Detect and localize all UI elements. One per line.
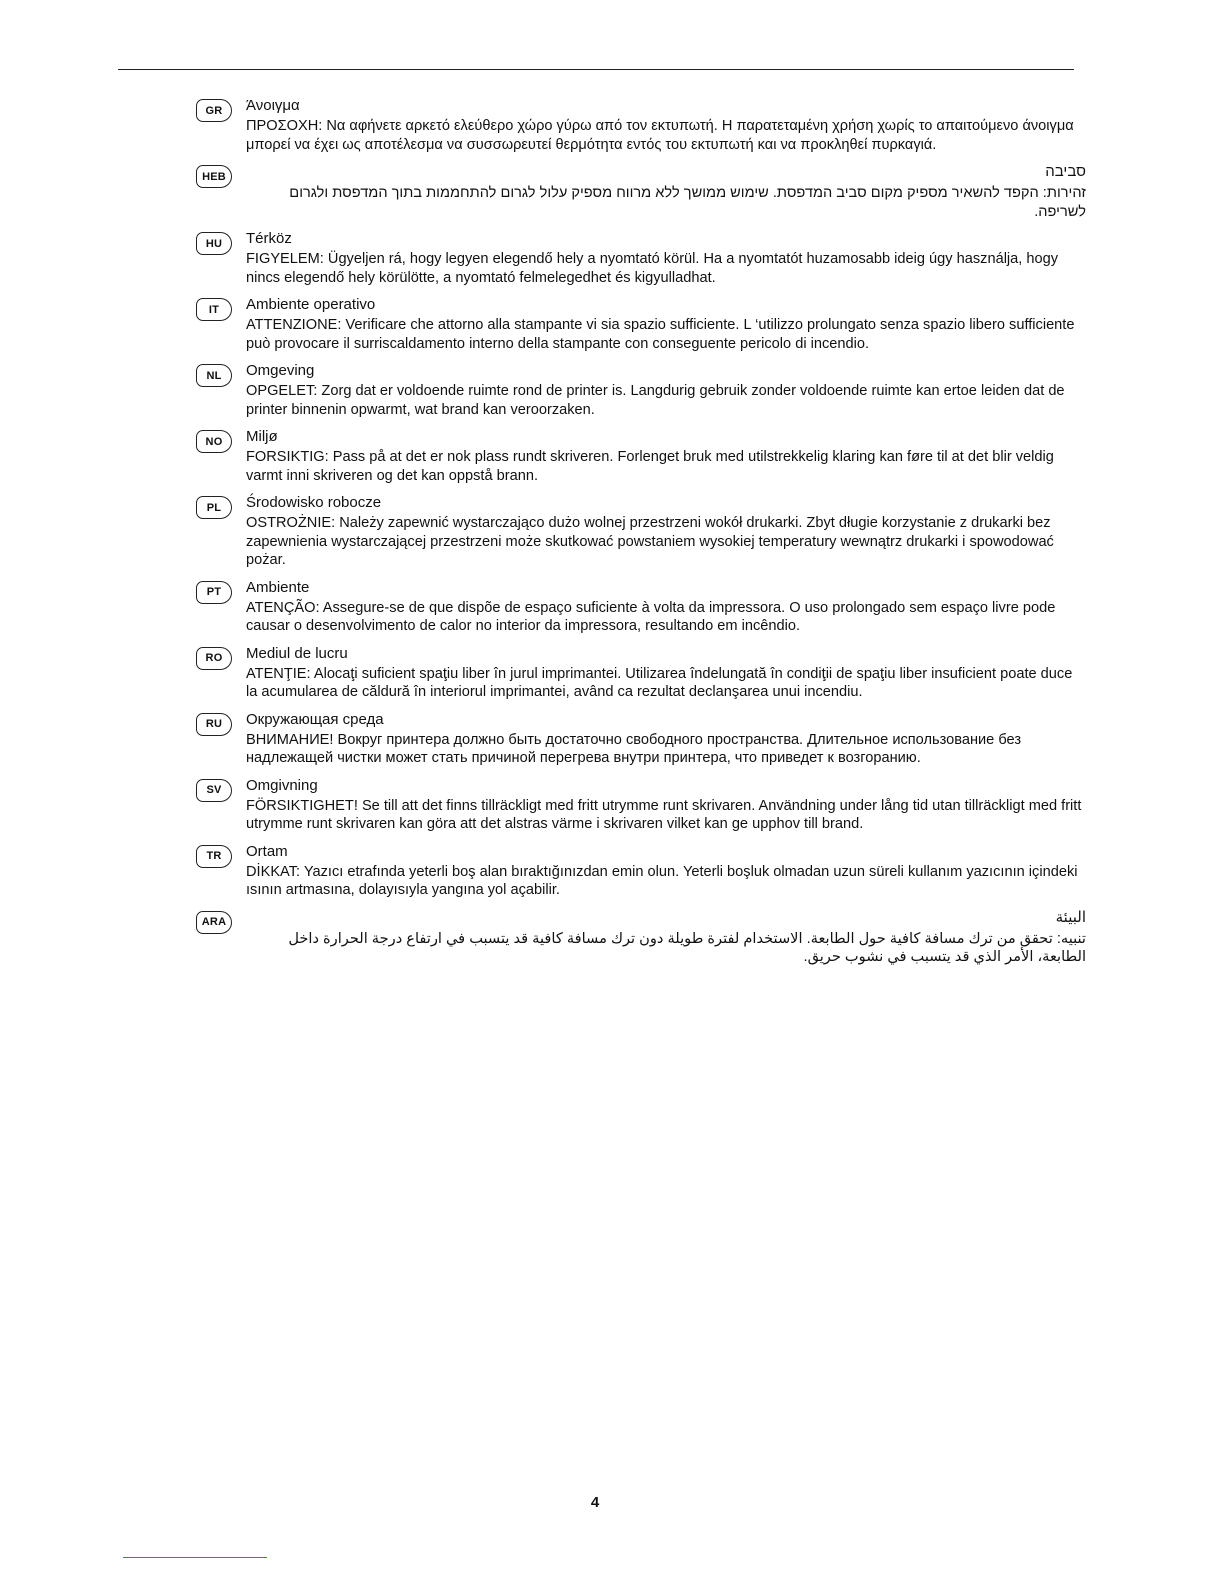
- language-badge-ara: ARA: [196, 911, 232, 934]
- entry-body: FÖRSIKTIGHET! Se till att det finns tillräckligt med fritt utrymme runt skrivaren. Användning under lång tid utan tillräckligt med fritt utrymme runt skrivaren kan göra att det alstras värme i skrivaren vilket kan ge upphov till brand.: [246, 797, 1082, 832]
- entry-no: [196, 427, 1086, 485]
- entry-heading: Άνοιγμα: [246, 97, 300, 114]
- entry-ro: [196, 644, 1086, 702]
- language-badge-pt: PT: [196, 581, 232, 604]
- language-badge-nl: NL: [196, 364, 232, 387]
- entry-body: ATENŢIE: Alocaţi suficient spaţiu liber în jurul imprimantei. Utilizarea îndelungată în condiţii de spaţiu liber insuficient poate duce la acumularea de căldură în interiorul imprimantei, având ca rezultat declanşarea unui incendiu.: [246, 665, 1073, 700]
- entry-gr: [196, 96, 1086, 154]
- entry-pl: [196, 493, 1086, 570]
- entry-heading: Mediul de lucru: [246, 644, 348, 662]
- language-badge-hu: HU: [196, 232, 232, 255]
- entry-hu: [196, 229, 1086, 287]
- language-badge-gr: GR: [196, 99, 232, 122]
- language-badge-heb: HEB: [196, 165, 232, 188]
- entry-heading: Omgeving: [246, 362, 315, 379]
- entry-body: זהירות: הקפד להשאיר מספיק מקום סביב המדפסת. שימוש ממושך ללא מרווח מספיק עלול לגרום להתחממות בתוך המדפסת ולגרום לשריפה.: [289, 185, 1086, 220]
- entry-body: FORSIKTIG: Pass på at det er nok plass rundt skriveren. Forlenget bruk med utilstrekkelig klaring kan føre til at det blir veldig varmt inni skriveren og det kan oppstå brann.: [246, 449, 1054, 484]
- footer-rule: [123, 1557, 267, 1558]
- entry-body: ВНИМАНИЕ! Вокруг принтера должно быть достаточно свободного пространства. Длительное использование без надлежащей чистки может стать причиной перегрева внутри принтера, что приведет к возгоранию.: [246, 731, 1022, 766]
- page-number: 4: [590, 1494, 600, 1511]
- entry-heading: Środowisko robocze: [246, 494, 382, 511]
- language-badge-no: NO: [196, 430, 232, 453]
- language-badge-ru: RU: [196, 713, 232, 736]
- language-badge-sv: SV: [196, 779, 232, 802]
- warning-list: [196, 96, 1086, 975]
- entry-heading: סביבה: [1045, 163, 1086, 180]
- entry-heading: Окружающая среда: [246, 710, 384, 728]
- entry-body: ATENÇÃO: Assegure-se de que dispõe de espaço suficiente à volta da impressora. O uso prolongado sem espaço livre pode causar o desenvolvimento de calor no interior da impressora, resultando em incêndio.: [246, 599, 1056, 634]
- entry-nl: [196, 361, 1086, 419]
- entry-heading: Omgivning: [246, 776, 318, 794]
- entry-sv: [196, 776, 1086, 834]
- entry-heading: البيئة: [1055, 908, 1086, 926]
- entry-heading: Térköz: [246, 230, 292, 247]
- entry-it: [196, 295, 1086, 353]
- entry-heading: Ortam: [246, 842, 288, 860]
- entry-tr: [196, 842, 1086, 900]
- entry-heading: Ambiente: [246, 578, 310, 596]
- top-rule: [118, 69, 1074, 70]
- entry-ru: [196, 710, 1086, 768]
- entry-body: ATTENZIONE: Verificare che attorno alla stampante vi sia spazio sufficiente. L ‘utilizzo prolungato senza spazio libero sufficiente può provocare il surriscaldamento interno della stampante con conseguente pericolo di incendio.: [246, 317, 1075, 352]
- entry-heb: [196, 162, 1086, 221]
- language-badge-pl: PL: [196, 496, 232, 519]
- entry-heading: Miljø: [246, 428, 278, 445]
- language-badge-it: IT: [196, 298, 232, 321]
- entry-body: DİKKAT: Yazıcı etrafında yeterli boş alan bıraktığınızdan emin olun. Yeterli boşluk olmadan uzun süreli kullanım yazıcının içindeki ısının artmasına, dolayısıyla yangına yol açabilir.: [246, 863, 1078, 898]
- entry-heading: Ambiente operativo: [246, 296, 376, 313]
- entry-body: OPGELET: Zorg dat er voldoende ruimte rond de printer is. Langdurig gebruik zonder voldoende ruimte kan ertoe leiden dat de printer binnenin opwarmt, wat brand kan veroorzaken.: [246, 383, 1065, 418]
- language-badge-ro: RO: [196, 647, 232, 670]
- entry-ara: [196, 908, 1086, 967]
- entry-body: FIGYELEM: Ügyeljen rá, hogy legyen elegendő hely a nyomtató körül. Ha a nyomtatót huzamosabb ideig úgy használja, hogy nincs elegendő hely körülötte, a nyomtató felmelegedhet és kigyulladhat.: [246, 251, 1059, 286]
- entry-body: تنبيه: تحقق من ترك مسافة كافية حول الطابعة. الاستخدام لفترة طويلة دون ترك مسافة كافية قد يتسبب في ارتفاع درجة الحرارة داخل الطابعة، الأمر الذي قد يتسبب في نشوب حريق.: [288, 930, 1086, 965]
- entry-pt: [196, 578, 1086, 636]
- entry-body: OSTROŻNIE: Należy zapewnić wystarczająco dużo wolnej przestrzeni wokół drukarki. Zbyt długie korzystanie z drukarki bez zapewnienia wystarczającej przestrzeni może skutkować powstaniem wysokiej temperatury wewnątrz drukarki i spowodować pożar.: [246, 515, 1054, 568]
- entry-body: ΠΡΟΣΟΧΗ: Να αφήνετε αρκετό ελεύθερο χώρο γύρω από τον εκτυπωτή. Η παρατεταμένη χρήση χωρίς το απαιτούμενο άνοιγμα μπορεί να έχει ως αποτέλεσμα να συσσωρευτεί θερμότητα εντός του εκτυπωτή και να προκληθεί πυρκαγιά.: [246, 118, 1074, 153]
- language-badge-tr: TR: [196, 845, 232, 868]
